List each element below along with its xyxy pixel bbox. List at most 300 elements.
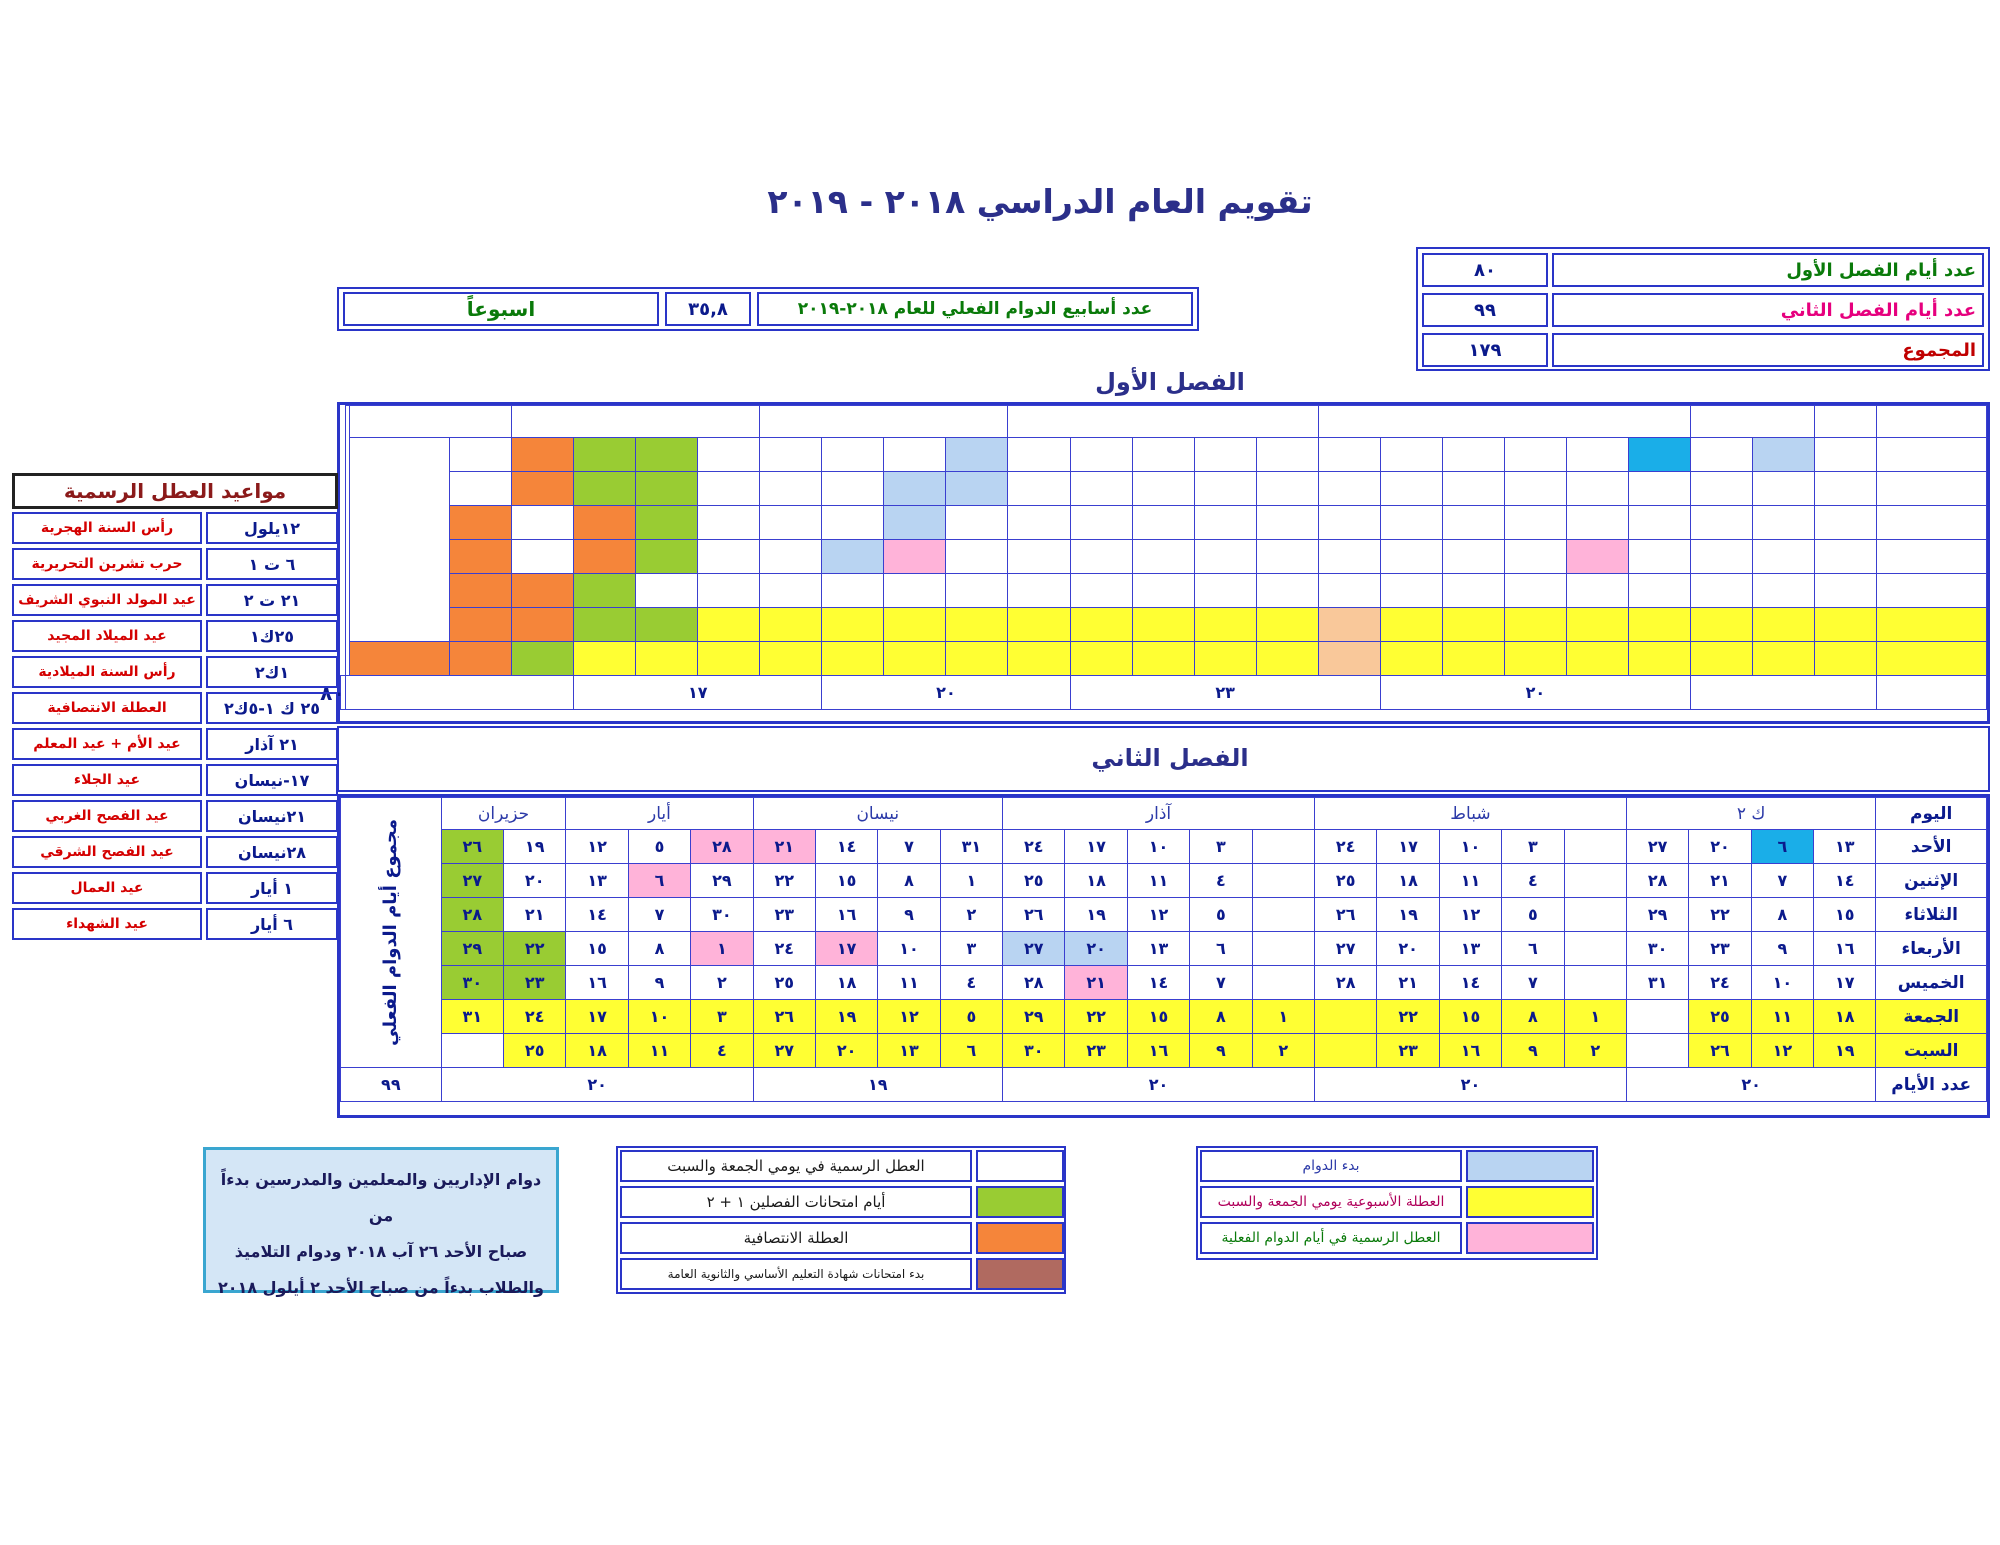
date-cell: ٥ <box>940 1000 1002 1034</box>
date-cell: ٢٢ <box>504 932 566 966</box>
date-cell: ٥ <box>1502 898 1564 932</box>
holiday-date: ٢١ آذار <box>206 728 338 760</box>
date-cell <box>1504 540 1566 574</box>
date-cell: ٨ <box>628 932 690 966</box>
date-cell: ٢٠ <box>1377 932 1439 966</box>
date-cell <box>1566 472 1628 506</box>
date-cell <box>1318 642 1380 676</box>
legend-item <box>1200 1150 1594 1182</box>
date-cell <box>822 472 884 506</box>
date-cell <box>1256 574 1318 608</box>
date-cell <box>1070 574 1132 608</box>
date-cell <box>1442 506 1504 540</box>
date-cell <box>1442 574 1504 608</box>
date-cell <box>1008 574 1070 608</box>
week-row <box>341 932 1987 966</box>
date-cell: ١٩ <box>1377 898 1439 932</box>
day-name <box>1877 642 1987 676</box>
date-cell <box>1690 506 1752 540</box>
date-cell <box>1132 574 1194 608</box>
date-cell <box>1628 472 1690 506</box>
date-cell <box>1380 506 1442 540</box>
date-cell <box>1628 574 1690 608</box>
date-cell <box>1814 438 1876 472</box>
date-cell <box>1194 472 1256 506</box>
holiday-row <box>12 548 338 580</box>
legend-swatch <box>976 1186 1064 1218</box>
date-cell <box>636 472 698 506</box>
month-header: ك ٢ <box>1626 798 1876 830</box>
date-cell: ١٥ <box>815 864 877 898</box>
week-row <box>341 1034 1987 1068</box>
weeks-row <box>343 292 1193 326</box>
date-cell <box>636 574 698 608</box>
day-name <box>1877 472 1987 506</box>
day-name <box>1877 574 1987 608</box>
holiday-name: عيد العمال <box>12 872 202 904</box>
date-cell: ٣ <box>1190 830 1252 864</box>
date-cell <box>698 506 760 540</box>
date-cell: ١٦ <box>1814 932 1876 966</box>
date-cell: ١٣ <box>878 1034 940 1068</box>
date-cell: ١٨ <box>1814 1000 1876 1034</box>
date-cell <box>1814 642 1876 676</box>
date-cell <box>1442 438 1504 472</box>
date-cell: ٢ <box>1252 1034 1314 1068</box>
date-cell: ١٧ <box>1065 830 1127 864</box>
date-cell: ٩ <box>1502 1034 1564 1068</box>
date-cell: ٢٣ <box>1689 932 1751 966</box>
date-cell <box>1256 438 1318 472</box>
date-cell: ١٠ <box>1751 966 1813 1000</box>
summary-row-2 <box>1422 293 1984 327</box>
sem2-total-label <box>341 798 442 1068</box>
date-cell <box>1008 642 1070 676</box>
month-header <box>1690 406 1814 438</box>
date-cell <box>1252 898 1314 932</box>
summary-label: عدد أيام الفصل الثاني <box>1552 293 1984 327</box>
holiday-date: ١ أيار <box>206 872 338 904</box>
date-cell: ١٤ <box>1127 966 1189 1000</box>
date-cell: ٧ <box>1190 966 1252 1000</box>
date-cell: ١٢ <box>1439 898 1501 932</box>
date-cell <box>512 608 574 642</box>
date-cell: ٧ <box>628 898 690 932</box>
date-cell: ٣٠ <box>1003 1034 1065 1068</box>
holiday-name: عيد الميلاد المجيد <box>12 620 202 652</box>
date-cell: ٢٤ <box>504 1000 566 1034</box>
date-cell: ١٦ <box>815 898 877 932</box>
date-cell: ٦ <box>1190 932 1252 966</box>
holiday-row <box>12 692 338 724</box>
date-cell <box>1814 506 1876 540</box>
week-row <box>341 642 1987 676</box>
date-cell: ٢٨ <box>1314 966 1376 1000</box>
date-cell: ١٨ <box>1065 864 1127 898</box>
date-cell <box>512 642 574 676</box>
month-header <box>1318 406 1690 438</box>
date-cell <box>1752 472 1814 506</box>
count-cell: ٢٠ <box>822 676 1070 710</box>
date-cell <box>1070 438 1132 472</box>
date-cell: ٢٤ <box>753 932 815 966</box>
date-cell: ٢٧ <box>1626 830 1688 864</box>
date-cell <box>760 642 822 676</box>
date-cell: ٩ <box>878 898 940 932</box>
date-cell: ٢٦ <box>1003 898 1065 932</box>
date-cell: ١٦ <box>1439 1034 1501 1068</box>
date-cell: ٢٣ <box>753 898 815 932</box>
date-cell <box>512 438 574 472</box>
date-cell: ١ <box>1252 1000 1314 1034</box>
date-cell: ٢٥ <box>753 966 815 1000</box>
count-cell: ١٩ <box>753 1068 1003 1102</box>
date-cell <box>450 438 512 472</box>
date-cell <box>1194 540 1256 574</box>
legend-swatch <box>976 1150 1064 1182</box>
date-cell <box>1566 438 1628 472</box>
legend-swatch <box>976 1222 1064 1254</box>
date-cell <box>1070 472 1132 506</box>
holiday-date: ٢١نيسان <box>206 800 338 832</box>
date-cell <box>946 574 1008 608</box>
date-cell: ٣٠ <box>441 966 503 1000</box>
month-header <box>512 406 760 438</box>
date-cell: ١٣ <box>1439 932 1501 966</box>
date-cell <box>1256 540 1318 574</box>
date-cell <box>884 472 946 506</box>
count-cell: ٢٠ <box>1626 1068 1876 1102</box>
date-cell <box>574 506 636 540</box>
date-cell: ١١ <box>1127 864 1189 898</box>
date-cell <box>450 642 512 676</box>
holiday-row <box>12 584 338 616</box>
date-cell <box>884 540 946 574</box>
date-cell: ١٧ <box>815 932 877 966</box>
date-cell: ١١ <box>1751 1000 1813 1034</box>
date-cell <box>1380 472 1442 506</box>
date-cell: ٢٤ <box>1689 966 1751 1000</box>
summary-row-3 <box>1422 333 1984 367</box>
sem1-total-label <box>345 406 350 676</box>
date-cell <box>636 608 698 642</box>
date-cell <box>1564 966 1626 1000</box>
date-cell <box>698 642 760 676</box>
date-cell: ٢٠ <box>815 1034 877 1068</box>
date-cell <box>1442 608 1504 642</box>
date-cell <box>1564 864 1626 898</box>
date-cell <box>884 642 946 676</box>
date-cell <box>884 574 946 608</box>
date-cell: ٥ <box>628 830 690 864</box>
date-cell <box>1194 608 1256 642</box>
date-cell: ٢٢ <box>1377 1000 1439 1034</box>
date-cell: ١١ <box>628 1034 690 1068</box>
legend-item <box>620 1150 1064 1182</box>
date-cell <box>1564 830 1626 864</box>
date-cell <box>822 574 884 608</box>
date-cell: ٧ <box>1751 864 1813 898</box>
date-cell: ٣٠ <box>1626 932 1688 966</box>
count-label <box>1877 676 1987 710</box>
date-cell <box>1814 574 1876 608</box>
date-cell: ٢ <box>691 966 753 1000</box>
sem2-calendar <box>340 797 1987 1102</box>
date-cell <box>1626 1000 1688 1034</box>
date-cell: ٦ <box>628 864 690 898</box>
date-cell: ١٧ <box>566 1000 628 1034</box>
summary-row-1 <box>1422 253 1984 287</box>
date-cell <box>1070 506 1132 540</box>
holidays-title: مواعيد العطل الرسمية <box>63 479 287 503</box>
date-cell: ٤ <box>691 1034 753 1068</box>
date-cell <box>1628 642 1690 676</box>
legend-item <box>620 1258 1064 1290</box>
sem1-title: الفصل الأول <box>1095 368 1245 396</box>
date-cell <box>574 438 636 472</box>
holiday-date: ١٢يلول <box>206 512 338 544</box>
date-cell: ٣١ <box>441 1000 503 1034</box>
date-cell: ٢٦ <box>441 830 503 864</box>
date-cell <box>698 472 760 506</box>
date-cell: ٢٨ <box>441 898 503 932</box>
count-cell: ٢٠ <box>441 1068 753 1102</box>
day-header <box>1877 406 1987 438</box>
date-cell: ٢٧ <box>441 864 503 898</box>
date-cell: ٢٧ <box>1003 932 1065 966</box>
date-cell: ٣٠ <box>691 898 753 932</box>
date-cell <box>1566 574 1628 608</box>
date-cell: ١٧ <box>1814 966 1876 1000</box>
date-cell <box>698 540 760 574</box>
date-cell <box>884 608 946 642</box>
holiday-row <box>12 908 338 940</box>
date-cell <box>946 608 1008 642</box>
date-cell: ١٨ <box>815 966 877 1000</box>
legend-item <box>620 1222 1064 1254</box>
summary-box <box>1416 247 1990 371</box>
date-cell <box>450 540 512 574</box>
holiday-date: ٦ أيار <box>206 908 338 940</box>
date-cell <box>1380 438 1442 472</box>
legend-item <box>1200 1222 1594 1254</box>
date-cell: ٨ <box>878 864 940 898</box>
week-row <box>341 608 1987 642</box>
date-cell <box>946 472 1008 506</box>
holiday-date: ١٧-نيسان <box>206 764 338 796</box>
date-cell <box>1690 472 1752 506</box>
week-row <box>341 506 1987 540</box>
date-cell <box>1504 642 1566 676</box>
date-cell: ٦ <box>940 1034 1002 1068</box>
weeks-value: ٣٥,٨ <box>665 292 751 326</box>
sem2-total-text: مجموع أيام الدوام الفعلي <box>380 819 402 1046</box>
date-cell <box>1752 506 1814 540</box>
date-cell: ٤ <box>1502 864 1564 898</box>
weeks-unit: اسبوعاً <box>343 292 659 326</box>
date-cell: ٢٧ <box>1314 932 1376 966</box>
date-cell <box>698 608 760 642</box>
date-cell: ٢٤ <box>1003 830 1065 864</box>
date-cell <box>1814 472 1876 506</box>
date-cell: ٩ <box>1751 932 1813 966</box>
date-cell: ٢٥ <box>1003 864 1065 898</box>
holiday-row <box>12 764 338 796</box>
date-cell <box>1008 472 1070 506</box>
date-cell <box>1132 540 1194 574</box>
date-cell <box>450 574 512 608</box>
date-cell <box>1256 642 1318 676</box>
date-cell <box>822 642 884 676</box>
date-cell <box>1752 438 1814 472</box>
week-row <box>341 898 1987 932</box>
date-cell: ١٥ <box>1439 1000 1501 1034</box>
holiday-date: ٢٥ ك ١-٥ك٢ <box>206 692 338 724</box>
date-cell: ١٣ <box>1127 932 1189 966</box>
date-cell <box>1132 472 1194 506</box>
sem1-calendar <box>320 405 1987 710</box>
date-cell: ٢٦ <box>753 1000 815 1034</box>
date-cell <box>1504 608 1566 642</box>
legend-label: بدء امتحانات شهادة التعليم الأساسي والثانوية العامة <box>620 1258 972 1290</box>
date-cell <box>884 438 946 472</box>
date-cell <box>1690 608 1752 642</box>
date-cell <box>450 472 512 506</box>
date-cell <box>1132 642 1194 676</box>
date-cell <box>760 472 822 506</box>
week-row <box>341 574 1987 608</box>
date-cell: ١٤ <box>566 898 628 932</box>
date-cell <box>1566 608 1628 642</box>
date-cell: ٢٥ <box>504 1034 566 1068</box>
date-cell <box>946 506 1008 540</box>
day-name: الأحد <box>1876 830 1987 864</box>
summary-label: عدد أيام الفصل الأول <box>1552 253 1984 287</box>
date-cell: ٢٣ <box>1377 1034 1439 1068</box>
date-cell <box>1628 540 1690 574</box>
date-cell <box>760 574 822 608</box>
month-header <box>1008 406 1318 438</box>
legend-swatch <box>1466 1150 1594 1182</box>
date-cell: ٩ <box>628 966 690 1000</box>
date-cell: ٢٠ <box>1689 830 1751 864</box>
date-cell: ٨ <box>1190 1000 1252 1034</box>
day-name <box>1877 506 1987 540</box>
date-cell: ١٢ <box>566 830 628 864</box>
week-row <box>341 1000 1987 1034</box>
date-cell <box>1318 608 1380 642</box>
legend-label: العطل الرسمية في أيام الدوام الفعلية <box>1200 1222 1462 1254</box>
month-header: حزيران <box>441 798 566 830</box>
date-cell <box>636 642 698 676</box>
date-cell <box>512 472 574 506</box>
date-cell: ٢١ <box>1065 966 1127 1000</box>
date-cell <box>1132 438 1194 472</box>
date-cell <box>1252 864 1314 898</box>
holiday-name: عيد الفصح الغربي <box>12 800 202 832</box>
date-cell: ٢٩ <box>441 932 503 966</box>
date-cell <box>1566 642 1628 676</box>
date-cell: ٢٨ <box>691 830 753 864</box>
date-cell <box>822 608 884 642</box>
date-cell <box>1442 472 1504 506</box>
date-cell: ٤ <box>1190 864 1252 898</box>
date-cell <box>1504 472 1566 506</box>
date-cell <box>1628 438 1690 472</box>
date-cell: ١٩ <box>504 830 566 864</box>
count-cell: ٢٠ <box>1314 1068 1626 1102</box>
date-cell: ٦ <box>1751 830 1813 864</box>
date-cell: ١٤ <box>815 830 877 864</box>
date-cell <box>1318 574 1380 608</box>
legend-label: أيام امتحانات الفصلين ١ + ٢ <box>620 1186 972 1218</box>
date-cell <box>1256 506 1318 540</box>
date-cell <box>1504 438 1566 472</box>
date-cell <box>512 540 574 574</box>
date-cell <box>1318 506 1380 540</box>
date-cell <box>1252 966 1314 1000</box>
date-cell: ١٢ <box>1751 1034 1813 1068</box>
holiday-date: ٢٥ك١ <box>206 620 338 652</box>
date-cell: ٢٥ <box>1689 1000 1751 1034</box>
sem1-total-value: ٨٠ <box>341 676 346 710</box>
date-cell <box>1380 608 1442 642</box>
sem2-total-value: ٩٩ <box>341 1068 442 1102</box>
holiday-name: عيد الشهداء <box>12 908 202 940</box>
date-cell: ١ <box>691 932 753 966</box>
day-name: الثلاثاء <box>1876 898 1987 932</box>
month-header: نيسان <box>753 798 1003 830</box>
date-cell: ٨ <box>1502 1000 1564 1034</box>
date-cell: ٢٢ <box>1065 1000 1127 1034</box>
month-header <box>350 406 512 438</box>
date-cell: ١٠ <box>1127 830 1189 864</box>
weeks-label: عدد أسابيع الدوام الفعلي للعام ٢٠١٨-٢٠١٩ <box>757 292 1193 326</box>
date-cell: ٢٢ <box>1689 898 1751 932</box>
date-cell <box>698 438 760 472</box>
holiday-name: رأس السنة الميلادية <box>12 656 202 688</box>
date-cell: ٧ <box>878 830 940 864</box>
date-cell <box>1314 1034 1376 1068</box>
legend-label: العطلة الانتصافية <box>620 1222 972 1254</box>
date-cell <box>636 438 698 472</box>
day-name: السبت <box>1876 1034 1987 1068</box>
date-cell <box>1752 574 1814 608</box>
date-cell <box>1256 472 1318 506</box>
date-cell: ١٣ <box>1814 830 1876 864</box>
date-cell: ١٧ <box>1377 830 1439 864</box>
date-cell <box>822 438 884 472</box>
holiday-row <box>12 836 338 868</box>
legend-swatch <box>976 1258 1064 1290</box>
date-cell <box>1814 540 1876 574</box>
note-line-2: صباح الأحد ٢٦ آب ٢٠١٨ ودوام التلاميذ <box>234 1242 528 1261</box>
week-row <box>341 830 1987 864</box>
weeks-box <box>337 287 1199 331</box>
date-cell: ١٩ <box>815 1000 877 1034</box>
date-cell <box>1314 1000 1376 1034</box>
summary-label: المجموع <box>1552 333 1984 367</box>
date-cell <box>574 574 636 608</box>
holiday-name: عيد الجلاء <box>12 764 202 796</box>
week-row <box>341 438 1987 472</box>
date-cell <box>1252 830 1314 864</box>
day-name: الجمعة <box>1876 1000 1987 1034</box>
date-cell <box>1752 608 1814 642</box>
date-cell: ٢١ <box>753 830 815 864</box>
date-cell <box>1690 574 1752 608</box>
note-line-1: دوام الإداريين والمعلمين والمدرسين بدءاً من <box>220 1170 542 1225</box>
